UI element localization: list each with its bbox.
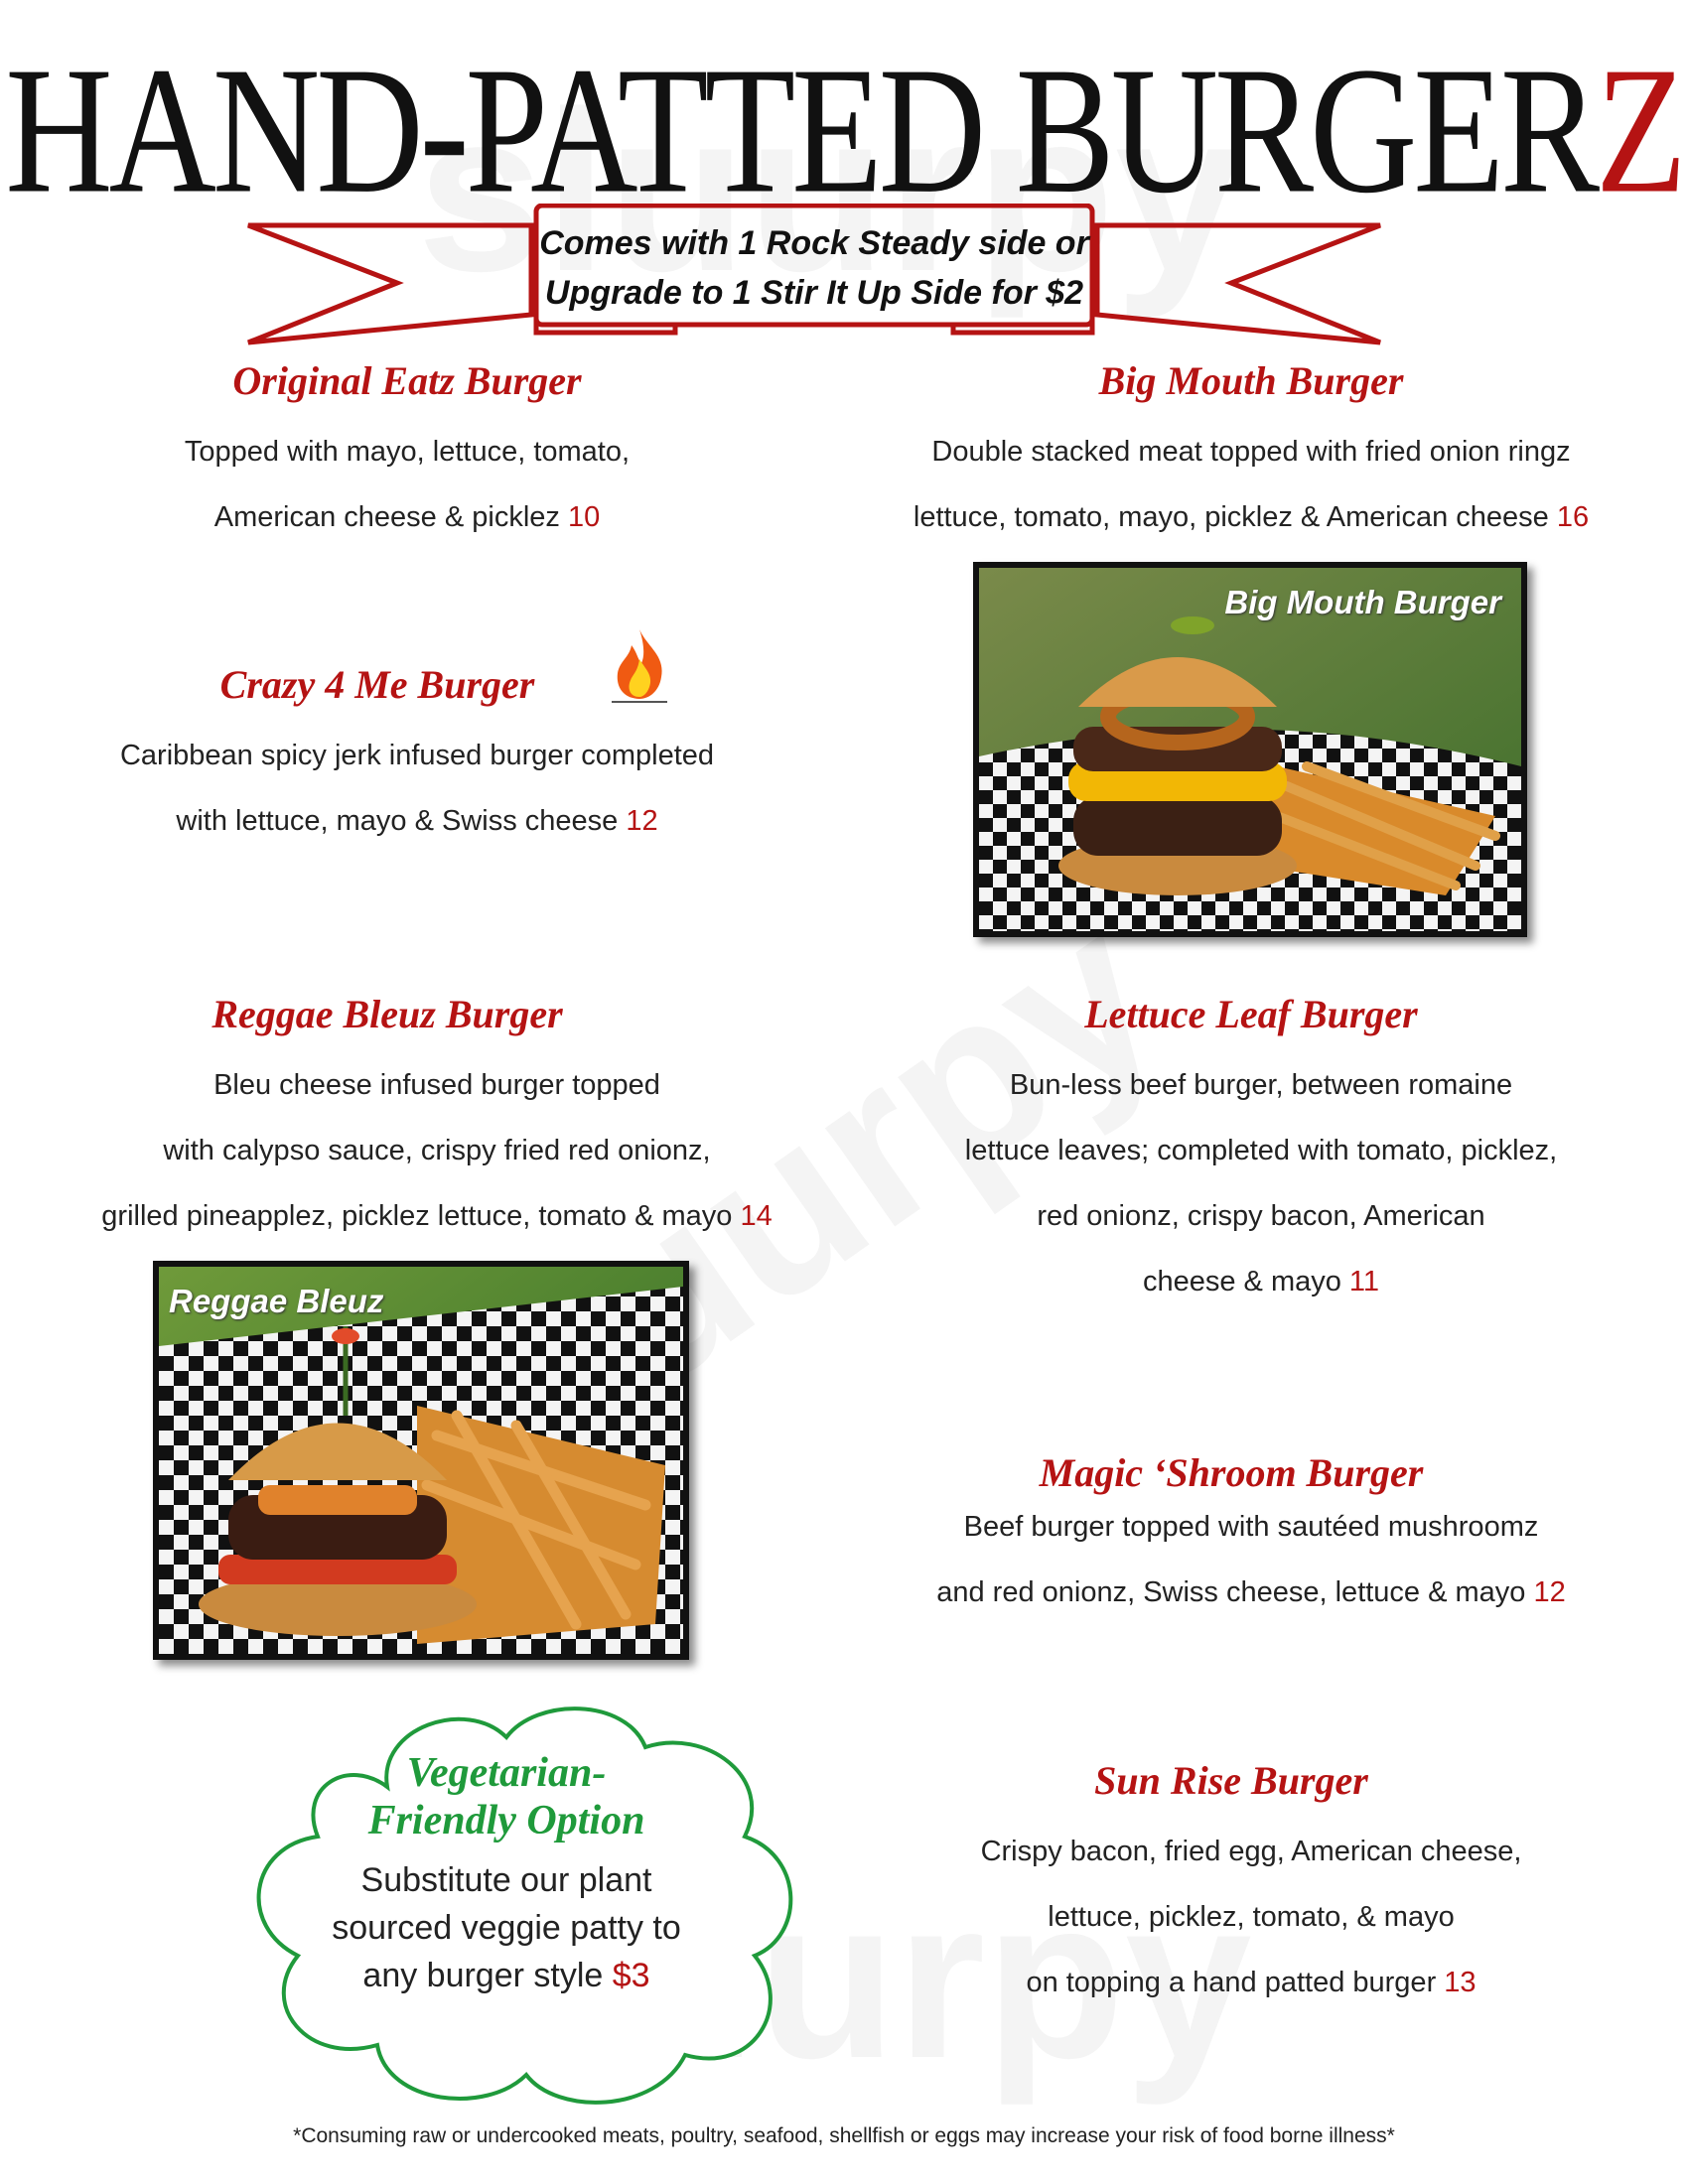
desc-line [874,1560,1628,1625]
item-desc-reggae-bleuz [60,1052,814,1249]
price: 16 [1556,501,1590,533]
reggae-bleuz-burger-photo [153,1261,689,1660]
desc-line [60,1183,814,1249]
item-desc-lettuce-leaf [884,1052,1638,1314]
food-safety-footnote: *Consuming raw or undercooked meats, poultry, seafood, shellfish or eggs may increase your risk of food borne illness* [293,2124,1395,2147]
price: 12 [1533,1576,1566,1608]
desc-text: on topping a hand patted burger [1026,1967,1445,1998]
burger-photo-illustration [979,568,1521,931]
price: 11 [1348,1266,1380,1297]
banner-line-2: Upgrade to 1 Stir It Up Side for $2 [544,274,1084,312]
desc-line: Beef burger topped with sautéed mushroomz [963,1511,1539,1543]
desc-line: red onionz, crispy bacon, American [1037,1200,1485,1232]
desc-line [854,484,1648,550]
vegetarian-option [288,1749,725,1999]
desc-text: with lettuce, mayo & Swiss cheese [176,805,627,837]
desc-text: American cheese & picklez [213,501,568,533]
item-desc-crazy-4-me [79,723,755,854]
side-info-banner [536,218,1092,318]
price: 13 [1444,1967,1477,1998]
desc-text: lettuce, tomato, mayo, picklez & American cheese [913,501,1557,533]
price: 14 [740,1200,773,1232]
desc-line: Crispy bacon, fried egg, American cheese, [980,1836,1522,1867]
desc-line: lettuce, picklez, tomato, & mayo [1048,1901,1455,1933]
desc-line: Caribbean spicy jerk infused burger completed [119,740,715,771]
item-name-crazy-4-me: Crazy 4 Me Burger [219,662,535,707]
desc-text: cheese & mayo [1142,1266,1349,1297]
desc-line [79,788,755,854]
desc-line: lettuce leaves; completed with tomato, picklez, [964,1135,1558,1166]
big-mouth-photo-label: Big Mouth Burger [1224,584,1501,620]
burger-photo-illustration [159,1267,683,1654]
veg-text: any burger style [362,1957,613,1994]
desc-text: and red onionz, Swiss cheese, lettuce & mayo [936,1576,1534,1608]
desc-line: Double stacked meat topped with fried onion ringz [931,436,1571,468]
desc-line: Bun-less beef burger, between romaine [1009,1069,1513,1101]
item-name-magic-shroom: Magic ‘Shroom Burger [1039,1450,1424,1495]
veg-title-line-1: Vegetarian- [406,1750,607,1796]
item-desc-original-eatz [99,419,715,550]
item-name-reggae-bleuz: Reggae Bleuz Burger [211,992,563,1036]
title-main: HAND-PATTED BURGER [5,30,1597,231]
banner-line-1: Comes with 1 Rock Steady side or [539,224,1089,262]
item-desc-sun-rise [874,1819,1628,2015]
desc-text: grilled pineapplez, picklez lettuce, tomato & mayo [101,1200,741,1232]
veg-title-line-2: Friendly Option [367,1798,645,1843]
item-desc-magic-shroom [874,1494,1628,1625]
desc-line [884,1249,1638,1314]
price: 10 [567,501,601,533]
price: 12 [626,805,658,837]
item-desc-big-mouth [854,419,1648,550]
veg-body-line-1: Substitute our plant [360,1861,652,1899]
item-name-big-mouth: Big Mouth Burger [1098,358,1404,403]
desc-line [99,484,715,550]
item-name-sun-rise: Sun Rise Burger [1094,1758,1368,1803]
desc-line: Bleu cheese infused burger topped [213,1069,660,1101]
item-name-original-eatz: Original Eatz Burger [232,358,582,403]
flame-icon [608,625,671,705]
desc-line: with calypso sauce, crispy fried red onionz, [163,1135,711,1166]
veg-body-line-2: sourced veggie patty to [332,1909,681,1947]
page-title [0,30,1688,231]
desc-line: Topped with mayo, lettuce, tomato, [184,436,631,468]
desc-line [874,1950,1628,2015]
big-mouth-burger-photo [973,562,1527,937]
title-last-letter: Z [1596,30,1683,231]
item-name-lettuce-leaf: Lettuce Leaf Burger [1084,992,1418,1036]
reggae-bleuz-photo-label: Reggae Bleuz [169,1283,384,1319]
veg-body-line-3 [288,1952,725,1999]
veg-price: $3 [612,1957,650,1994]
